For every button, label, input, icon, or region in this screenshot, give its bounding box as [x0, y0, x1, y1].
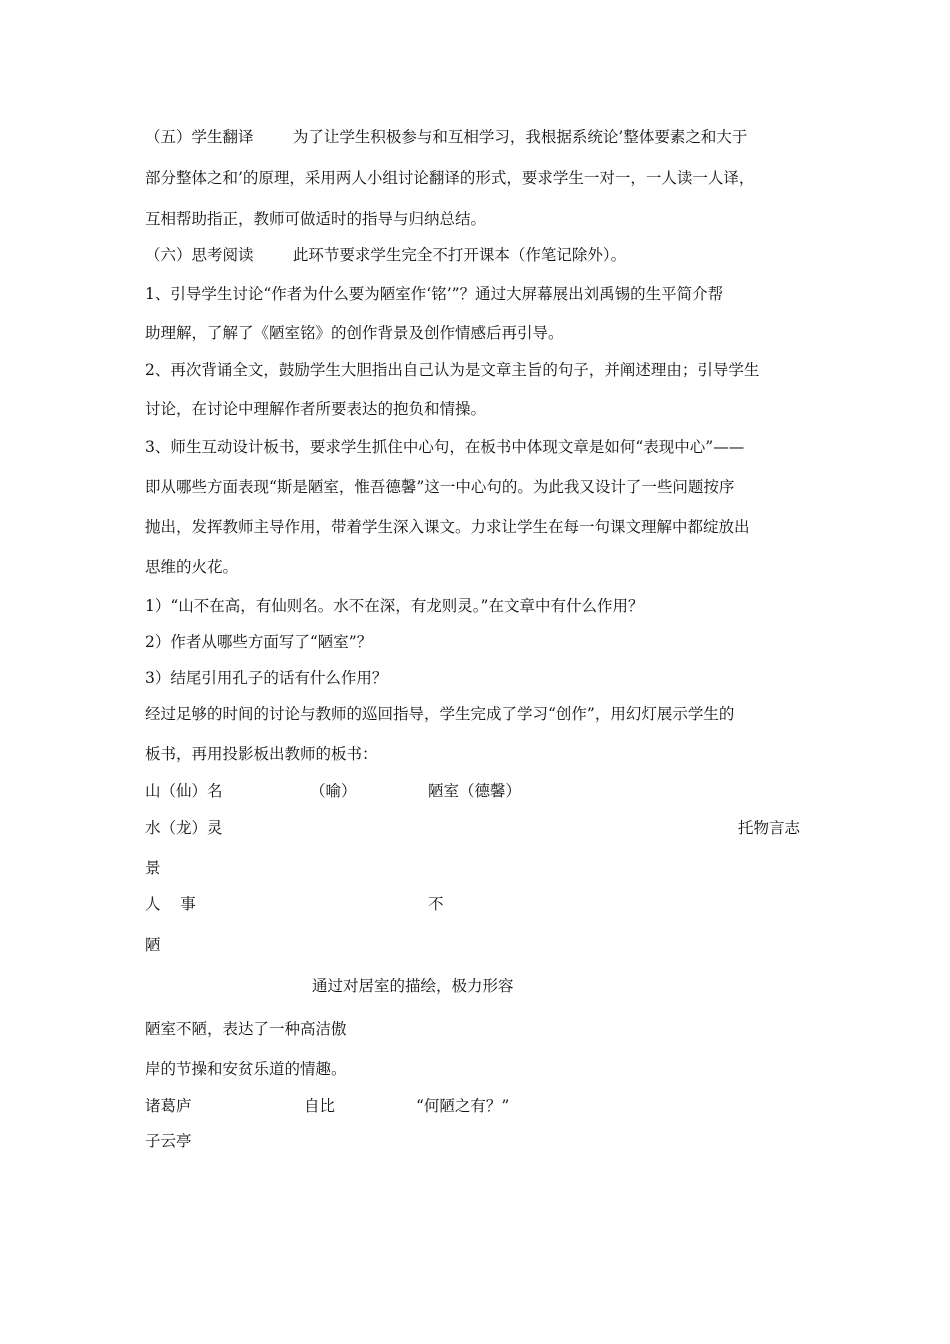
board-text: 自比 [304, 1097, 336, 1115]
board-text: 人 事 [145, 895, 196, 913]
question-line: 2）作者从哪些方面写了“陋室”？ [145, 633, 373, 651]
board-text: 陋室不陋，表达了一种高洁傲 [145, 1020, 347, 1038]
board-text: 不 [428, 895, 444, 913]
board-text: 陋室（德馨） [428, 782, 522, 800]
board-text: 景 [145, 859, 161, 877]
paragraph-line: （六）思考阅读 此环节要求学生完全不打开课本（作笔记除外）。 [145, 246, 627, 264]
board-text: 山（仙）名 [145, 782, 223, 800]
paragraph-line: 经过足够的时间的讨论与教师的巡回指导，学生完成了学习“创作”，用幻灯展示学生的 [145, 705, 735, 723]
paragraph-line: 部分整体之和’的原理，采用两人小组讨论翻译的形式，要求学生一对一，一人读一人译， [145, 169, 755, 187]
paragraph-line: 1、引导学生讨论“作者为什么要为陋室作‘铭’”？通过大屏幕展出刘禹锡的生平简介帮 [145, 285, 724, 303]
paragraph-line: 讨论，在讨论中理解作者所要表达的抱负和情操。 [145, 400, 487, 418]
paragraph-line: 即从哪些方面表现“斯是陋室，惟吾德馨”这一中心句的。为此我又设计了一些问题按序 [145, 478, 735, 496]
paragraph-line: 助理解，了解了《陋室铭》的创作背景及创作情感后再引导。 [145, 324, 564, 342]
paragraph-line: 思维的火花。 [145, 558, 239, 576]
board-text: 岸的节操和安贫乐道的情趣。 [145, 1060, 347, 1078]
board-text: “何陋之有？” [416, 1097, 510, 1115]
board-text: 子云亭 [145, 1132, 192, 1150]
question-line: 1）“山不在高，有仙则名。水不在深，有龙则灵。”在文章中有什么作用？ [145, 597, 644, 615]
paragraph-line: （五）学生翻译 为了让学生积极参与和互相学习，我根据系统论’整体要素之和大于 [145, 128, 748, 146]
board-text: 陋 [145, 936, 161, 954]
paragraph-line: 3、师生互动设计板书，要求学生抓住中心句，在板书中体现文章是如何“表现中心”—— [145, 438, 745, 456]
board-text: 通过对居室的描绘，极力形容 [312, 977, 514, 995]
board-text: 托物言志 [738, 819, 801, 837]
paragraph-line: 互相帮助指正，教师可做适时的指导与归纳总结。 [145, 210, 487, 228]
question-line: 3）结尾引用孔子的话有什么作用？ [145, 669, 388, 687]
paragraph-line: 2、再次背诵全文，鼓励学生大胆指出自己认为是文章主旨的句子，并阐述理由；引导学生 [145, 361, 760, 379]
paragraph-line: 板书，再用投影板出教师的板书： [145, 745, 378, 763]
board-text: （喻） [310, 782, 357, 800]
board-text: 诸葛庐 [145, 1097, 192, 1115]
board-text: 水（龙）灵 [145, 819, 223, 837]
paragraph-line: 抛出，发挥教师主导作用，带着学生深入课文。力求让学生在每一句课文理解中都绽放出 [145, 518, 750, 536]
